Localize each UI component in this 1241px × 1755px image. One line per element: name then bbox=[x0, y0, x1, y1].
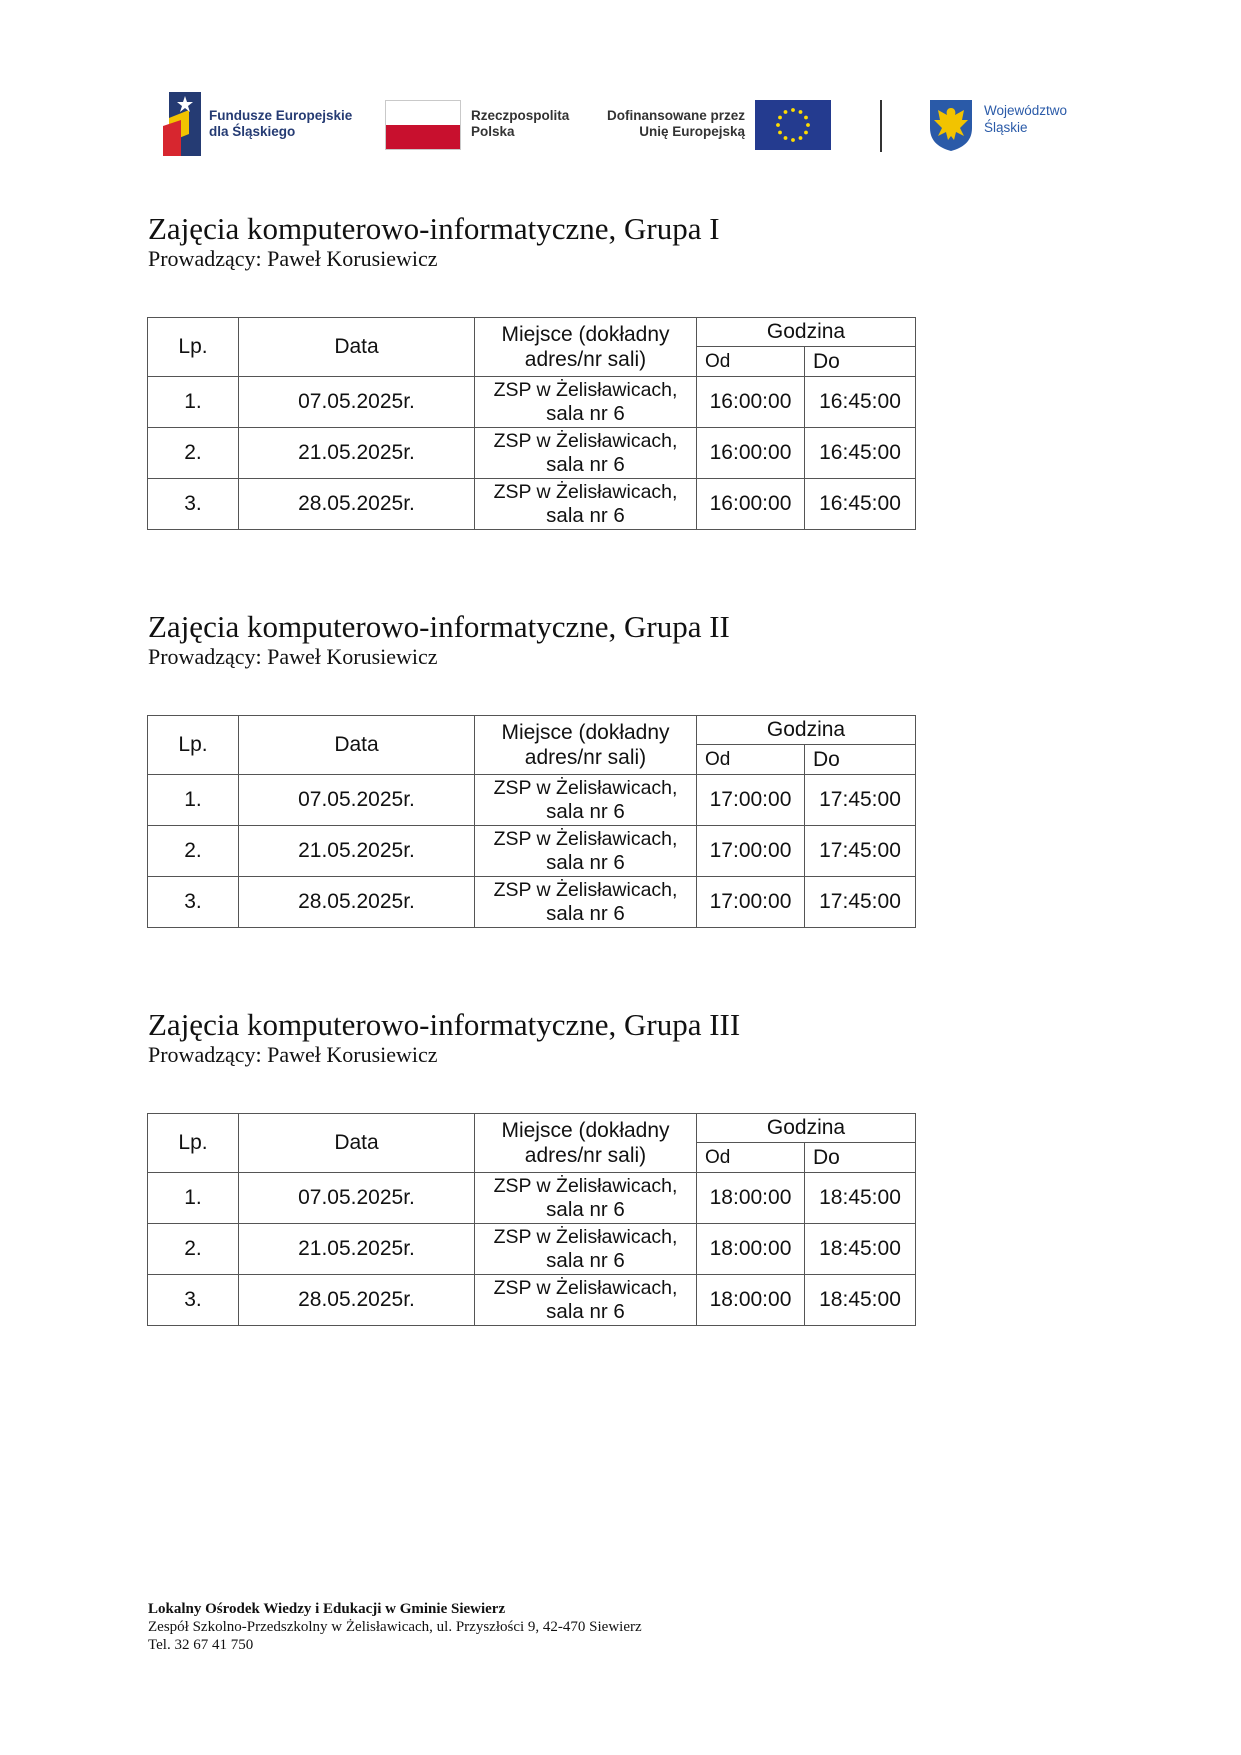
fundusze-europejskie-logo bbox=[163, 90, 353, 156]
cell-place bbox=[475, 1173, 697, 1224]
cell-from: 18:00:00 bbox=[697, 1275, 805, 1326]
fundusze-europejskie-text bbox=[209, 108, 352, 140]
table-row bbox=[148, 1224, 916, 1275]
eu-star-icon bbox=[776, 123, 780, 127]
header-place-line-1: Miejsce (dokładny bbox=[501, 721, 670, 744]
logo-divider bbox=[880, 100, 882, 152]
slaskie-line-1: Województwo bbox=[984, 103, 1068, 118]
section-title: Zajęcia komputerowo-informatyczne, Grupa II bbox=[148, 609, 730, 644]
cell-to: 17:45:00 bbox=[805, 826, 916, 877]
cell-to: 17:45:00 bbox=[805, 775, 916, 826]
table-row bbox=[148, 775, 916, 826]
header-to: Do bbox=[805, 745, 916, 775]
cell-place bbox=[475, 826, 697, 877]
header-hour: Godzina bbox=[697, 716, 916, 745]
cell-place-line-1: ZSP w Żelisławicach, bbox=[493, 430, 678, 452]
cell-from: 18:00:00 bbox=[697, 1224, 805, 1275]
rp-line-1: Rzeczpospolita bbox=[471, 108, 570, 123]
cell-place bbox=[475, 377, 697, 428]
header-date: Data bbox=[239, 318, 475, 377]
schedule-table bbox=[147, 715, 916, 928]
cell-place-line-2: sala nr 6 bbox=[546, 1300, 625, 1323]
header-date: Data bbox=[239, 716, 475, 775]
fundusze-line-1: Fundusze Europejskie bbox=[209, 108, 353, 123]
section-instructor: Prowadzący: Paweł Korusiewicz bbox=[148, 246, 438, 271]
cell-lp: 3. bbox=[148, 479, 239, 530]
rzeczpospolita-polska-logo bbox=[385, 100, 585, 152]
section-instructor: Prowadzący: Paweł Korusiewicz bbox=[148, 1042, 438, 1067]
slaskie-line-2: Śląskie bbox=[984, 120, 1028, 135]
cell-place-line-1: ZSP w Żelisławicach, bbox=[493, 1226, 678, 1248]
header-hour: Godzina bbox=[697, 1114, 916, 1143]
header-to: Do bbox=[805, 347, 916, 377]
section-title: Zajęcia komputerowo-informatyczne, Grupa I bbox=[148, 211, 720, 246]
header-lp: Lp. bbox=[148, 318, 239, 377]
header-place-line-1: Miejsce (dokładny bbox=[501, 1119, 670, 1142]
schedule-table bbox=[147, 317, 916, 530]
cell-place-line-1: ZSP w Żelisławicach, bbox=[493, 379, 678, 401]
eu-star-icon bbox=[806, 123, 810, 127]
cell-to: 17:45:00 bbox=[805, 877, 916, 928]
cell-lp: 1. bbox=[148, 775, 239, 826]
header-place bbox=[475, 1114, 697, 1173]
cell-date: 21.05.2025r. bbox=[239, 826, 475, 877]
eu-star-icon bbox=[791, 138, 795, 142]
eu-star-icon bbox=[778, 116, 782, 120]
cell-place-line-2: sala nr 6 bbox=[546, 1249, 625, 1272]
cell-place bbox=[475, 877, 697, 928]
cell-place-line-1: ZSP w Żelisławicach, bbox=[493, 1175, 678, 1197]
section-title: Zajęcia komputerowo-informatyczne, Grupa III bbox=[148, 1007, 741, 1042]
cell-to: 16:45:00 bbox=[805, 377, 916, 428]
cell-place-line-1: ZSP w Żelisławicach, bbox=[493, 1277, 678, 1299]
cell-date: 28.05.2025r. bbox=[239, 877, 475, 928]
cell-place bbox=[475, 428, 697, 479]
table-row bbox=[148, 377, 916, 428]
cell-date: 21.05.2025r. bbox=[239, 1224, 475, 1275]
table-row bbox=[148, 826, 916, 877]
cell-from: 16:00:00 bbox=[697, 479, 805, 530]
schedule-section-group-3 bbox=[148, 1007, 1048, 1323]
table-row bbox=[148, 1275, 916, 1326]
table-row bbox=[148, 1173, 916, 1224]
cell-from: 17:00:00 bbox=[697, 877, 805, 928]
rp-line-2: Polska bbox=[471, 124, 515, 139]
header-lp: Lp. bbox=[148, 716, 239, 775]
cell-place-line-2: sala nr 6 bbox=[546, 1198, 625, 1221]
rzeczpospolita-polska-text bbox=[471, 108, 569, 140]
polish-flag-icon bbox=[385, 100, 461, 150]
cell-to: 16:45:00 bbox=[805, 479, 916, 530]
cell-lp: 2. bbox=[148, 826, 239, 877]
cell-place bbox=[475, 479, 697, 530]
header-from: Od bbox=[697, 745, 805, 775]
footer-phone: Tel. 32 67 41 750 bbox=[148, 1637, 254, 1653]
wojewodztwo-slaskie-logo bbox=[928, 98, 1088, 154]
cell-place-line-2: sala nr 6 bbox=[546, 402, 625, 425]
header-place-line-1: Miejsce (dokładny bbox=[501, 323, 670, 346]
cell-to: 18:45:00 bbox=[805, 1224, 916, 1275]
footer-address: Zespół Szkolno-Przedszkolny w Żelisławicach, ul. Przyszłości 9, 42-470 Siewierz bbox=[148, 1619, 642, 1635]
cell-place-line-1: ZSP w Żelisławicach, bbox=[493, 828, 678, 850]
eu-cofunding-text bbox=[603, 108, 745, 140]
fundusze-europejskie-mark-icon bbox=[163, 90, 201, 156]
cell-from: 16:00:00 bbox=[697, 428, 805, 479]
eu-star-icon bbox=[784, 110, 788, 114]
cell-place-line-2: sala nr 6 bbox=[546, 902, 625, 925]
header-lp: Lp. bbox=[148, 1114, 239, 1173]
eu-cofunding-logo bbox=[603, 100, 843, 152]
cell-place-line-1: ZSP w Żelisławicach, bbox=[493, 481, 678, 503]
cell-date: 07.05.2025r. bbox=[239, 775, 475, 826]
header-place bbox=[475, 318, 697, 377]
eu-star-icon bbox=[784, 136, 788, 140]
cell-place-line-2: sala nr 6 bbox=[546, 800, 625, 823]
cell-lp: 1. bbox=[148, 377, 239, 428]
cell-place bbox=[475, 1275, 697, 1326]
eu-star-icon bbox=[799, 136, 803, 140]
schedule-section-group-1 bbox=[148, 211, 1048, 527]
cell-lp: 2. bbox=[148, 1224, 239, 1275]
eu-star-icon bbox=[804, 116, 808, 120]
cell-lp: 1. bbox=[148, 1173, 239, 1224]
cell-from: 16:00:00 bbox=[697, 377, 805, 428]
section-instructor: Prowadzący: Paweł Korusiewicz bbox=[148, 644, 438, 669]
header-to: Do bbox=[805, 1143, 916, 1173]
cell-to: 18:45:00 bbox=[805, 1173, 916, 1224]
eu-star-icon bbox=[799, 110, 803, 114]
cell-place-line-1: ZSP w Żelisławicach, bbox=[493, 879, 678, 901]
eu-star-icon bbox=[804, 131, 808, 135]
footer-organization: Lokalny Ośrodek Wiedzy i Edukacji w Gminie Siewierz bbox=[148, 1601, 506, 1617]
header-from: Od bbox=[697, 347, 805, 377]
header-place-line-2: adres/nr sali) bbox=[524, 348, 647, 371]
eu-star-icon bbox=[791, 108, 795, 112]
cell-place-line-2: sala nr 6 bbox=[546, 504, 625, 527]
fundusze-line-2: dla Śląskiego bbox=[209, 124, 296, 139]
eu-line-1: Dofinansowane przez bbox=[606, 108, 745, 123]
cell-from: 17:00:00 bbox=[697, 775, 805, 826]
table-row bbox=[148, 428, 916, 479]
cell-date: 28.05.2025r. bbox=[239, 1275, 475, 1326]
header-hour: Godzina bbox=[697, 318, 916, 347]
page-footer bbox=[148, 1600, 642, 1654]
cell-lp: 2. bbox=[148, 428, 239, 479]
cell-to: 18:45:00 bbox=[805, 1275, 916, 1326]
header-date: Data bbox=[239, 1114, 475, 1173]
cell-place bbox=[475, 775, 697, 826]
cell-date: 07.05.2025r. bbox=[239, 377, 475, 428]
cell-lp: 3. bbox=[148, 1275, 239, 1326]
logo-strip bbox=[163, 88, 1083, 158]
cell-place-line-2: sala nr 6 bbox=[546, 453, 625, 476]
header-from: Od bbox=[697, 1143, 805, 1173]
header-place-line-2: adres/nr sali) bbox=[524, 1144, 647, 1167]
cell-to: 16:45:00 bbox=[805, 428, 916, 479]
schedule-table bbox=[147, 1113, 916, 1326]
eu-flag-icon bbox=[755, 100, 831, 150]
cell-lp: 3. bbox=[148, 877, 239, 928]
cell-from: 17:00:00 bbox=[697, 826, 805, 877]
wojewodztwo-slaskie-text bbox=[984, 102, 1067, 136]
table-row bbox=[148, 877, 916, 928]
cell-date: 21.05.2025r. bbox=[239, 428, 475, 479]
cell-place-line-2: sala nr 6 bbox=[546, 851, 625, 874]
cell-from: 18:00:00 bbox=[697, 1173, 805, 1224]
cell-place-line-1: ZSP w Żelisławicach, bbox=[493, 777, 678, 799]
schedule-section-group-2 bbox=[148, 609, 1048, 925]
eu-line-2: Unię Europejską bbox=[639, 124, 745, 139]
eu-star-icon bbox=[778, 131, 782, 135]
cell-date: 28.05.2025r. bbox=[239, 479, 475, 530]
header-place-line-2: adres/nr sali) bbox=[524, 746, 647, 769]
slaskie-eagle-crest-icon bbox=[928, 98, 974, 152]
header-place bbox=[475, 716, 697, 775]
cell-date: 07.05.2025r. bbox=[239, 1173, 475, 1224]
table-row bbox=[148, 479, 916, 530]
cell-place bbox=[475, 1224, 697, 1275]
